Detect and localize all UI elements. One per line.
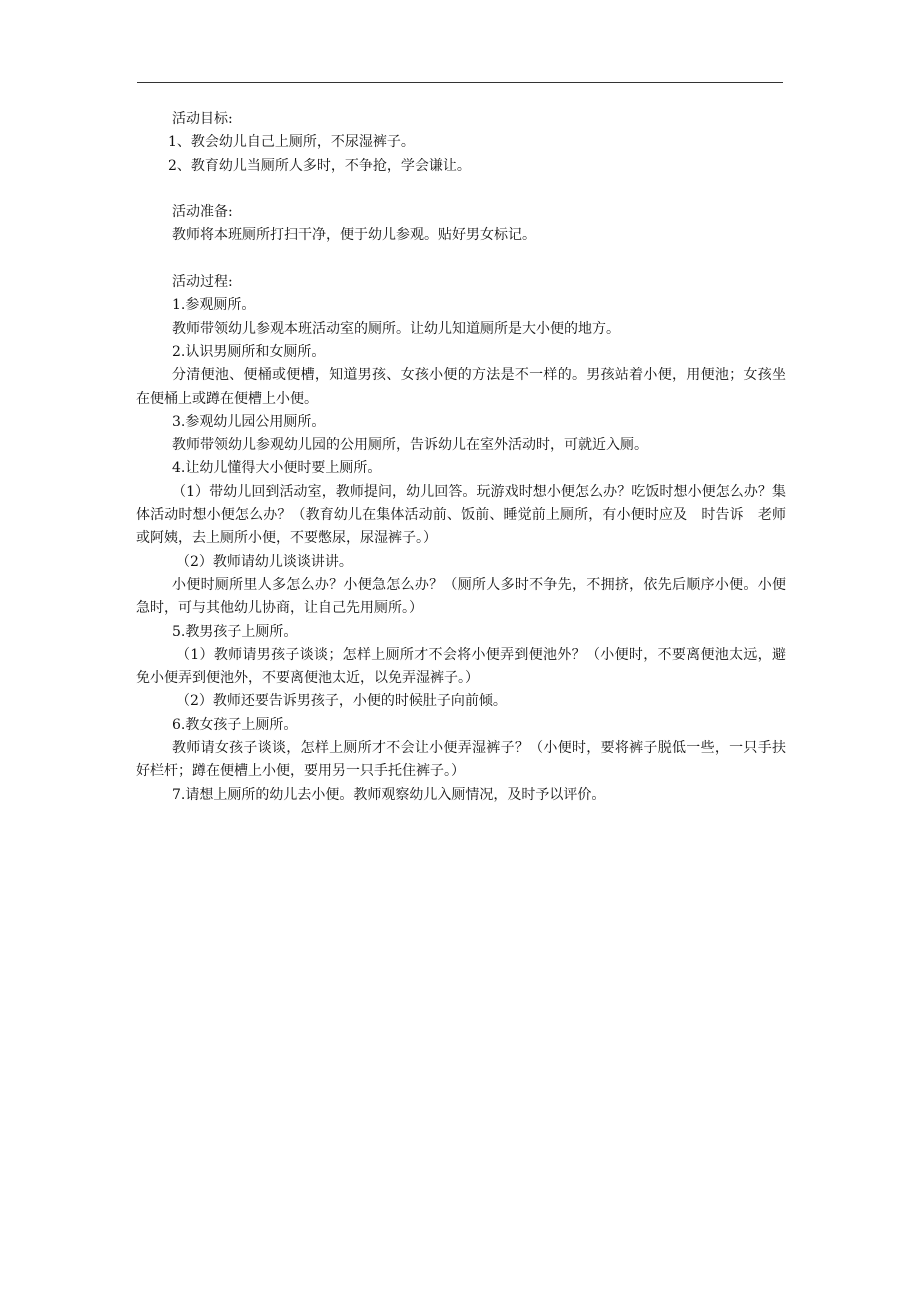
goal-heading: 活动目标: [172,111,233,127]
step-4-sub-2-text: 小便时厕所里人多怎么办？小便急怎么办？（厕所人多时不争先，不拥挤，依先后顺序小便。小便急时，可与其他幼儿协商，让自己先用厕所。） [136,576,786,617]
step-2-text: 分清便池、便桶或便槽，知道男孩、女孩小便的方法是不一样的。男孩站着小便，用便池；女孩坐在便桶上或蹲在便槽上小便。 [136,367,786,407]
step-3-title: 3.参观幼儿园公用厕所。 [172,413,326,430]
step-1-title: 1.参观厕所。 [172,297,256,314]
step-1-text: 教师带领幼儿参观本班活动室的厕所。让幼儿知道厕所是大小便的地方。 [172,320,620,337]
step-5-sub-2: （2）教师还要告诉男孩子，小便的时候肚子向前倾。 [176,693,507,710]
step-3-text: 教师带领幼儿参观幼儿园的公用厕所，告诉幼儿在室外活动时，可就近入厕。 [172,437,648,454]
step-6-title: 6.教女孩子上厕所。 [172,716,298,733]
step-5-title: 5.教男孩子上厕所。 [172,623,298,640]
step-2-title: 2.认识男厕所和女厕所。 [172,343,326,360]
step-4-title: 4.让幼儿懂得大小便时要上厕所。 [172,460,382,477]
prep-text: 教师将本班厕所打扫干净，便于幼儿参观。贴好男女标记。 [172,227,536,244]
header-rule [137,82,783,83]
step-6-text: 教师请女孩子谈谈，怎样上厕所才不会让小便弄湿裤子？（小便时，要将裤子脱低一些，一只手扶好栏杆；蹲在便槽上小便，要用另一只手托住裤子。） [136,740,786,780]
step-5-sub-1: （1）教师请男孩子谈谈；怎样上厕所才不会将小便弄到便池外？（小便时，不要离便池太远，避免小便弄到便池外，不要离便池太近，以免弄湿裤子。） [136,646,786,687]
goal-item-2: 2、教育幼儿当厕所人多时，不争抢，学会谦让。 [168,157,471,174]
process-heading: 活动过程: [172,274,233,291]
step-7-text: 7.请想上厕所的幼儿去小便。教师观察幼儿入厕情况，及时予以评价。 [172,786,606,803]
prep-heading: 活动准备: [172,204,233,221]
spacer [150,248,786,271]
step-4-sub-2: （2）教师请幼儿谈谈讲讲。 [176,553,353,570]
spacer [150,178,786,201]
goal-item-1: 1、教会幼儿自己上厕所，不尿湿裤子。 [168,134,415,151]
document-body [136,108,786,807]
step-4-sub-1: （1）带幼儿回到活动室，教师提问，幼儿回答。玩游戏时想小便怎么办？吃饭时想小便怎么办？集体活动时想小便怎么办？（教育幼儿在集体活动前、饭前、睡觉前上厕所，有小便时应及 时告诉 老师或阿姨，去上厕所小便，不要憋尿，尿湿裤子。） [136,483,786,547]
